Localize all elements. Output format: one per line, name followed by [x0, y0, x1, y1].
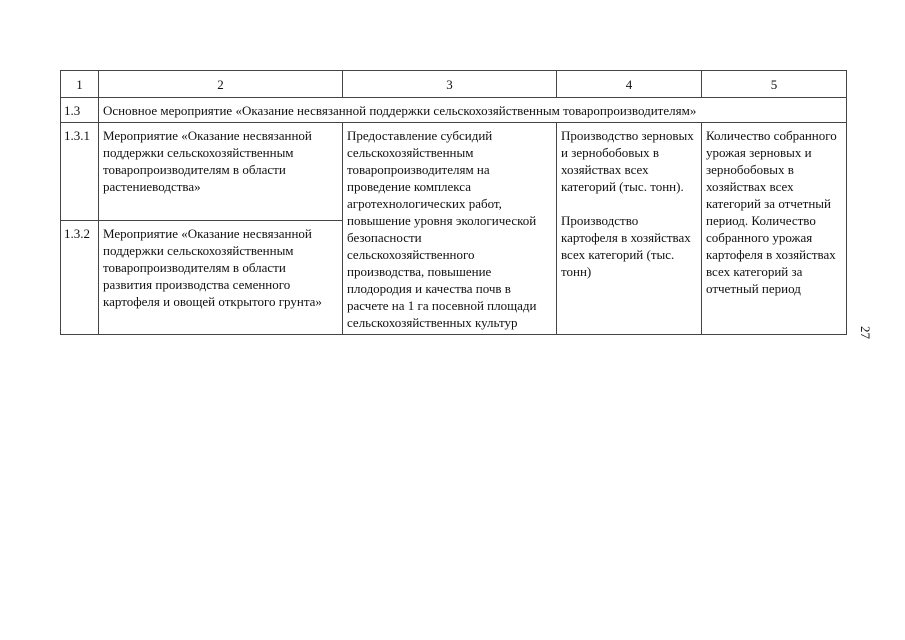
header-cell-col-1: 1: [61, 71, 99, 98]
indicator-cell: Производство зерновых и зернобобовых в хозяйствах всех категорий (тыс. тонн). Производство картофеля в хозяйствах всех категорий (тыс. тонн): [557, 123, 702, 335]
header-cell-col-3: 3: [343, 71, 557, 98]
header-cell-col-5: 5: [702, 71, 847, 98]
header-cell-col-2: 2: [99, 71, 343, 98]
activity-cell: Мероприятие «Оказание несвязанной поддержки сельскохозяйственным товаропроизводителям в области растениеводства»: [99, 123, 343, 221]
page-number: 27: [858, 326, 873, 339]
section-title: Основное мероприятие «Оказание несвязанной поддержки сельскохозяйственным товаропроизводителям»: [99, 98, 847, 123]
section-number: 1.3: [61, 98, 99, 123]
calculation-method-cell: Количество собранного урожая зерновых и зернобобовых в хозяйствах всех категорий за отчетный период. Количество собранного урожая картофеля в хозяйствах всех категорий за отчетный период: [702, 123, 847, 335]
support-description-cell: Предоставление субсидий сельскохозяйственным товаропроизводителям на проведение комплекса агротехнологических работ, повышение уровня экологической безопасности сельскохозяйственного производства, повышение плодородия и качества почв в расчете на 1 га посевной площади сельскохозяйственных культур: [343, 123, 557, 335]
table-row: [61, 123, 847, 221]
activity-cell: Мероприятие «Оказание несвязанной поддержки сельскохозяйственным товаропроизводителям в области развития производства семенного картофеля и овощей открытого грунта»: [99, 221, 343, 335]
row-number: 1.3.2: [61, 221, 99, 335]
row-number: 1.3.1: [61, 123, 99, 221]
header-cell-col-4: 4: [557, 71, 702, 98]
header-row: [61, 71, 847, 98]
program-activities-table: [60, 70, 847, 335]
section-row: [61, 98, 847, 123]
